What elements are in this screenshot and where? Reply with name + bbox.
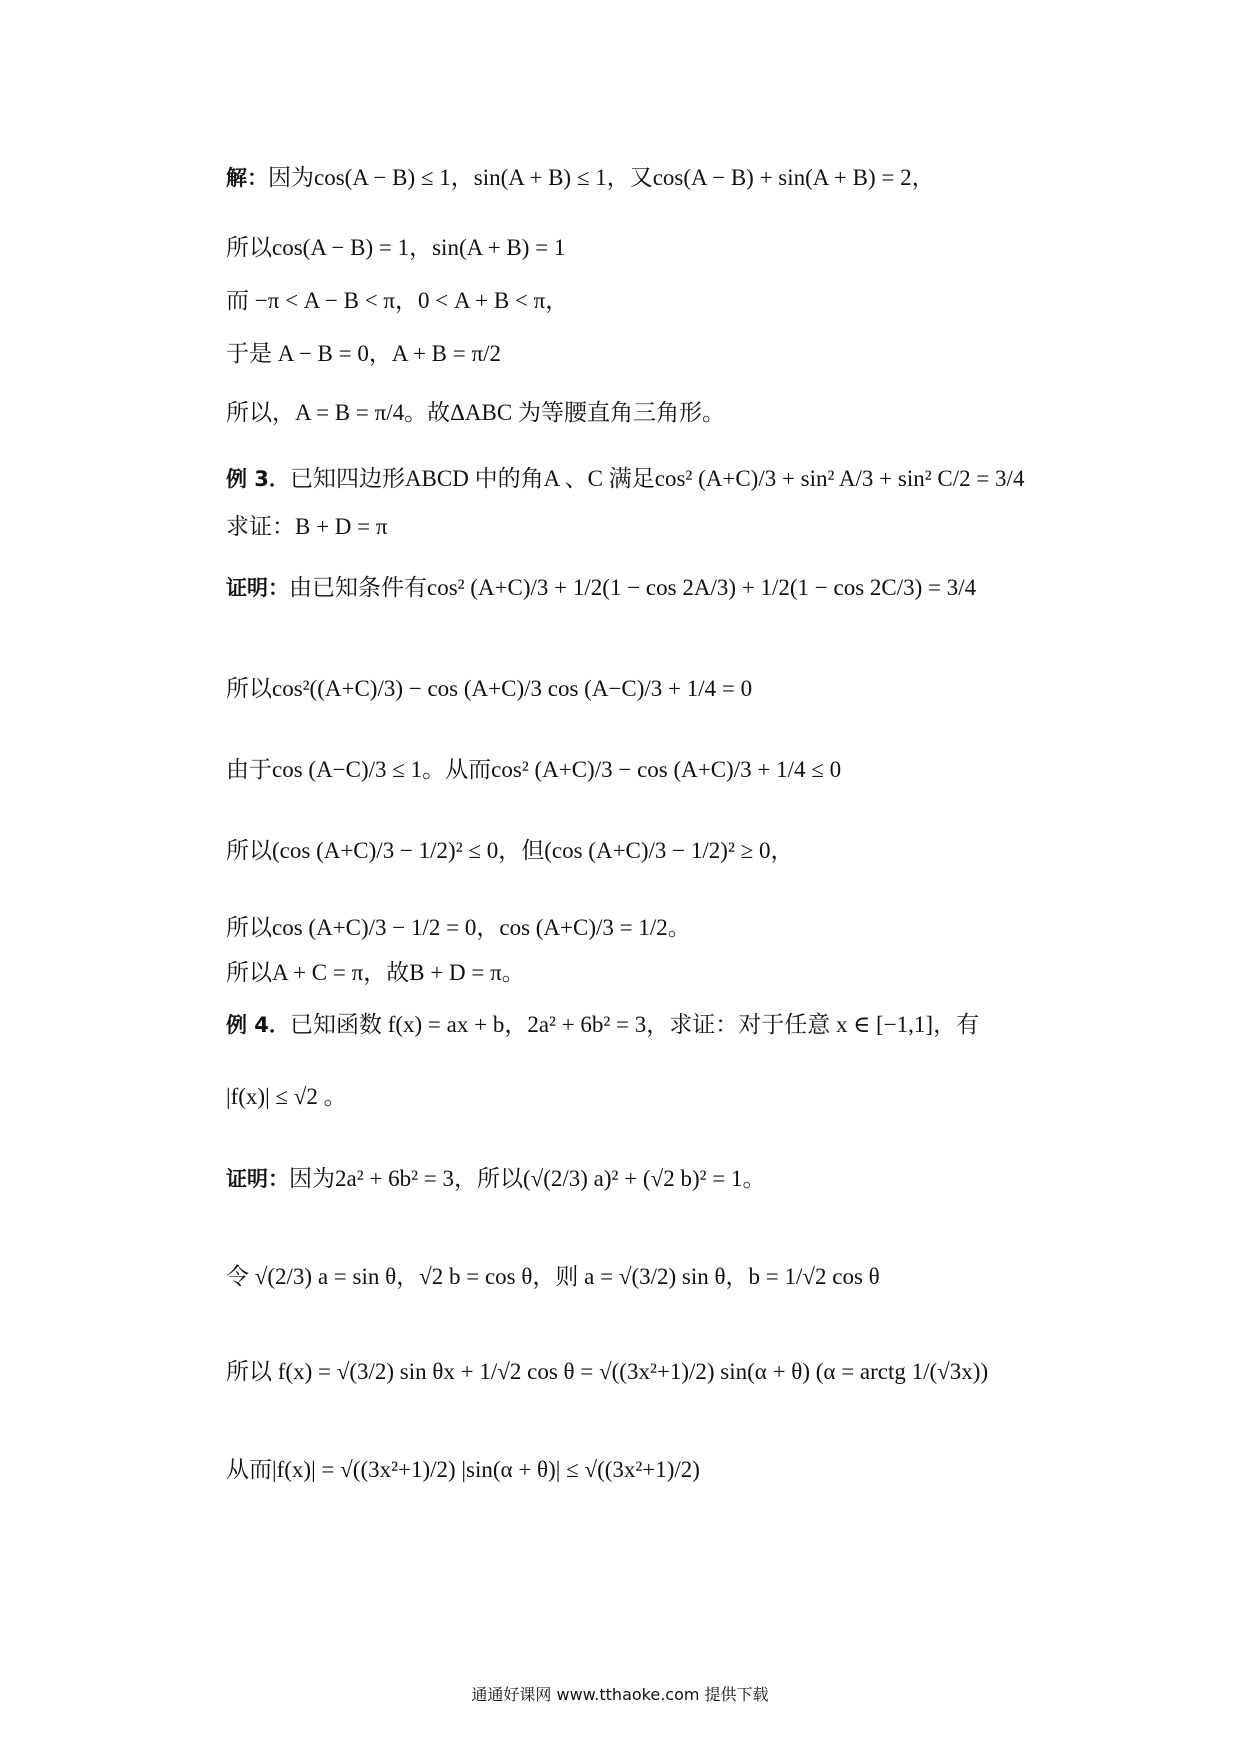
footer-text: 通通好课网 www.tthaoke.com 提供下载 (471, 1685, 769, 1704)
line-text: |f(x)| ≤ √2 。 (226, 1084, 347, 1109)
lead-label: 例 4． (226, 1013, 290, 1037)
math-line-ex3-1 (226, 464, 1024, 494)
math-line-ex4-1 (226, 1010, 979, 1040)
lead-label: 证明： (226, 1167, 289, 1191)
line-text: 令 √(2/3) a = sin θ，√2 b = cos θ，则 a = √(3/2) sin θ，b = 1/√2 cos θ (226, 1264, 880, 1289)
math-line-sol-1 (226, 163, 935, 193)
line-text: 由已知条件有cos² (A+C)/3 + 1/2(1 − cos 2A/3) + 1/2(1 − cos 2C/3) = 3/4 (289, 575, 977, 600)
math-line-pf3-4 (226, 836, 793, 866)
lead-label: 证明： (226, 576, 289, 600)
line-text: 所以cos²((A+C)/3) − cos (A+C)/3 cos (A−C)/3 + 1/4 = 0 (226, 676, 753, 701)
math-line-sol-4 (226, 339, 501, 369)
math-line-ex3-2 (226, 512, 388, 542)
math-line-pf3-6 (226, 958, 525, 988)
math-line-sol-5 (226, 398, 725, 428)
math-line-pf4-2 (226, 1262, 880, 1292)
line-text: 于是 A − B = 0，A + B = π/2 (226, 341, 502, 366)
lead-label: 解： (226, 166, 268, 190)
math-line-pf3-2 (226, 674, 752, 704)
line-text: 所以，A = B = π/4。故ΔABC 为等腰直角三角形。 (226, 400, 725, 425)
line-text: 已知函数 f(x) = ax + b，2a² + 6b² = 3，求证：对于任意 x ∈ [−1,1]，有 (289, 1012, 980, 1037)
line-text: 由于cos (A−C)/3 ≤ 1。从而cos² (A+C)/3 − cos (A+C)/3 + 1/4 ≤ 0 (226, 757, 842, 782)
math-line-pf4-3 (226, 1357, 988, 1387)
line-text: 所以cos (A+C)/3 − 1/2 = 0，cos (A+C)/3 = 1/2。 (226, 915, 691, 940)
line-text: 而 −π < A − B < π，0 < A + B < π， (226, 288, 569, 313)
math-line-pf3-3 (226, 755, 841, 785)
math-line-pf3-1 (226, 573, 976, 603)
line-text: 所以cos(A − B) = 1，sin(A + B) = 1 (226, 235, 566, 260)
line-text: 所以A + C = π，故B + D = π。 (226, 960, 525, 985)
line-text: 所以 f(x) = √(3/2) sin θx + 1/√2 cos θ = √((3x²+1)/2) sin(α + θ) (α = arctg 1/(√3x)) (226, 1359, 989, 1384)
math-line-pf4-1 (226, 1164, 765, 1194)
line-text: 因为2a² + 6b² = 3，所以(√(2/3) a)² + (√2 b)² = 1。 (289, 1166, 766, 1191)
math-line-sol-2 (226, 233, 565, 263)
line-text: 因为cos(A − B) ≤ 1，sin(A + B) ≤ 1，又cos(A − B) + sin(A + B) = 2， (268, 165, 935, 190)
math-line-pf4-4 (226, 1455, 700, 1485)
line-text: 所以(cos (A+C)/3 − 1/2)² ≤ 0，但(cos (A+C)/3 − 1/2)² ≥ 0， (226, 838, 794, 863)
lead-label: 例 3． (226, 467, 290, 491)
math-line-pf3-5 (226, 913, 691, 943)
line-text: 已知四边形ABCD 中的角A 、C 满足cos² (A+C)/3 + sin² A/3 + sin² C/2 = 3/4 (289, 466, 1025, 491)
line-text: 求证：B + D = π (226, 514, 388, 539)
line-text: 从而|f(x)| = √((3x²+1)/2) |sin(α + θ)| ≤ √((3x²+1)/2) (226, 1457, 700, 1482)
math-line-ex4-2 (226, 1082, 347, 1112)
math-line-sol-3 (226, 286, 568, 316)
